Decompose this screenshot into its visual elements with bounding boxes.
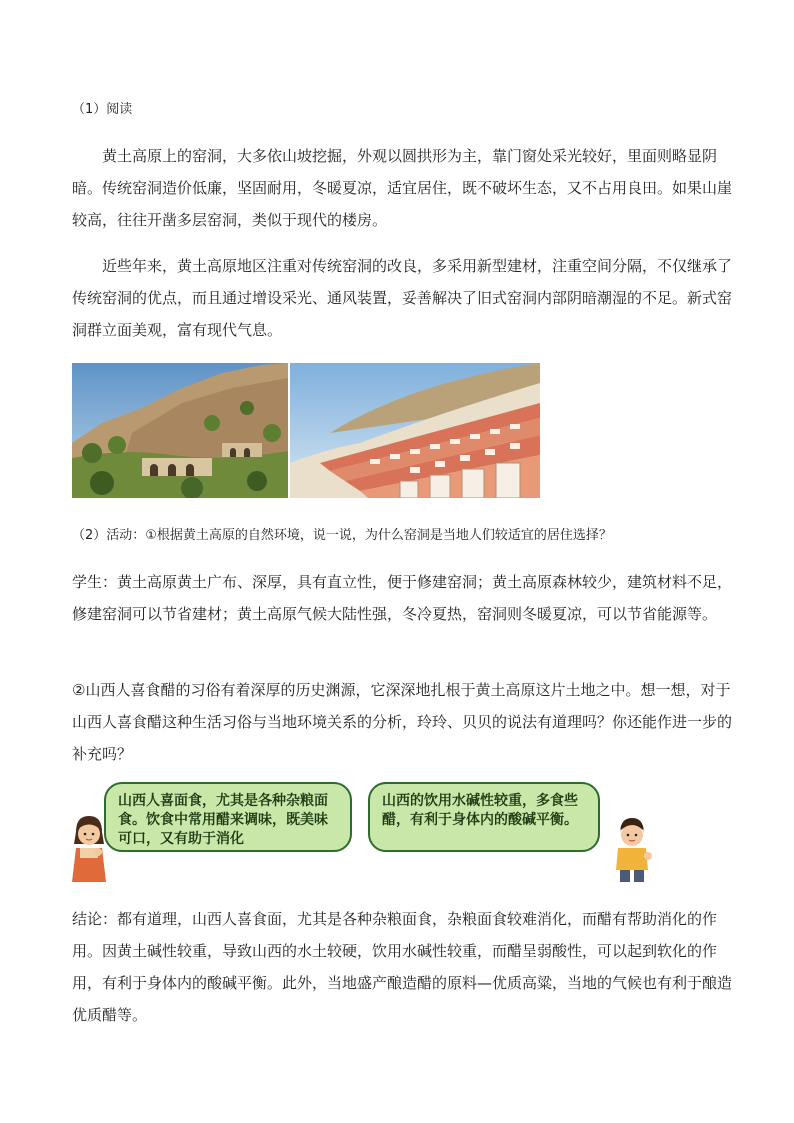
paragraph-modern-caves: 近些年来，黄土高原地区注重对传统窑洞的改良，多采用新型建材，注重空间分隔，不仅继承了传统窑洞的优点，而且通过增设采光、通风装置，妥善解决了旧式窑洞内部阴暗潮湿的不足。新式窑洞群立面美观，富有现代气息。 bbox=[72, 257, 733, 339]
speech-bubble-right: 山西的饮用水碱性较重，多食些醋，有利于身体内的酸碱平衡。 bbox=[368, 782, 600, 852]
modern-cave-complex-photo bbox=[290, 363, 540, 498]
section-1-heading: （1）阅读 bbox=[72, 102, 133, 117]
activity-question-2: ②山西人喜食醋的习俗有着深厚的历史渊源，它深深地扎根于黄土高原这片土地之中。想一想，对于山西人喜食醋这种生活习俗与当地环境关系的分析，玲玲、贝贝的说法有道理吗？你还能作进一步的补充吗？ bbox=[72, 681, 733, 763]
paragraph-cave-dwellings: 黄土高原上的窑洞，大多依山坡挖掘，外观以圆拱形为主，靠门窗处采光较好，里面则略显阴暗。传统窑洞造价低廉，坚固耐用，冬暖夏凉，适宜居住，既不破坏生态，又不占用良田。如果山崖较高，往往开凿多层窑洞，类似于现代的楼房。 bbox=[72, 147, 733, 229]
boy-beibei-illustration bbox=[610, 814, 654, 884]
speech-bubble-left: 山西人喜面食，尤其是各种杂粮面食。饮食中常用醋来调味，既美味可口，又有助于消化 bbox=[104, 782, 352, 852]
traditional-cave-photo bbox=[72, 363, 288, 498]
activity-question-1: （2）活动：①根据黄土高原的自然环境，说一说，为什么窑洞是当地人们较适宜的居住选择？ bbox=[72, 528, 612, 543]
student-answer-1: 学生：黄土高原黄土广布、深厚，具有直立性，便于修建窑洞；黄土高原森林较少，建筑材料不足，修建窑洞可以节省建材；黄土高原气候大陆性强，冬冷夏热，窑洞则冬暖夏凉，可以节省能源等。 bbox=[72, 573, 733, 623]
conclusion-paragraph: 结论：都有道理，山西人喜食面，尤其是各种杂粮面食，杂粮面食较难消化，而醋有帮助消化的作用。因黄土碱性较重，导致山西的水土较硬，饮用水碱性较重，而醋呈弱酸性，可以起到软化的作用，有利于身体内的酸碱平衡。此外，当地盛产酿造醋的原料—优质高粱，当地的气候也有利于酿造优质醋等。 bbox=[72, 910, 733, 1024]
